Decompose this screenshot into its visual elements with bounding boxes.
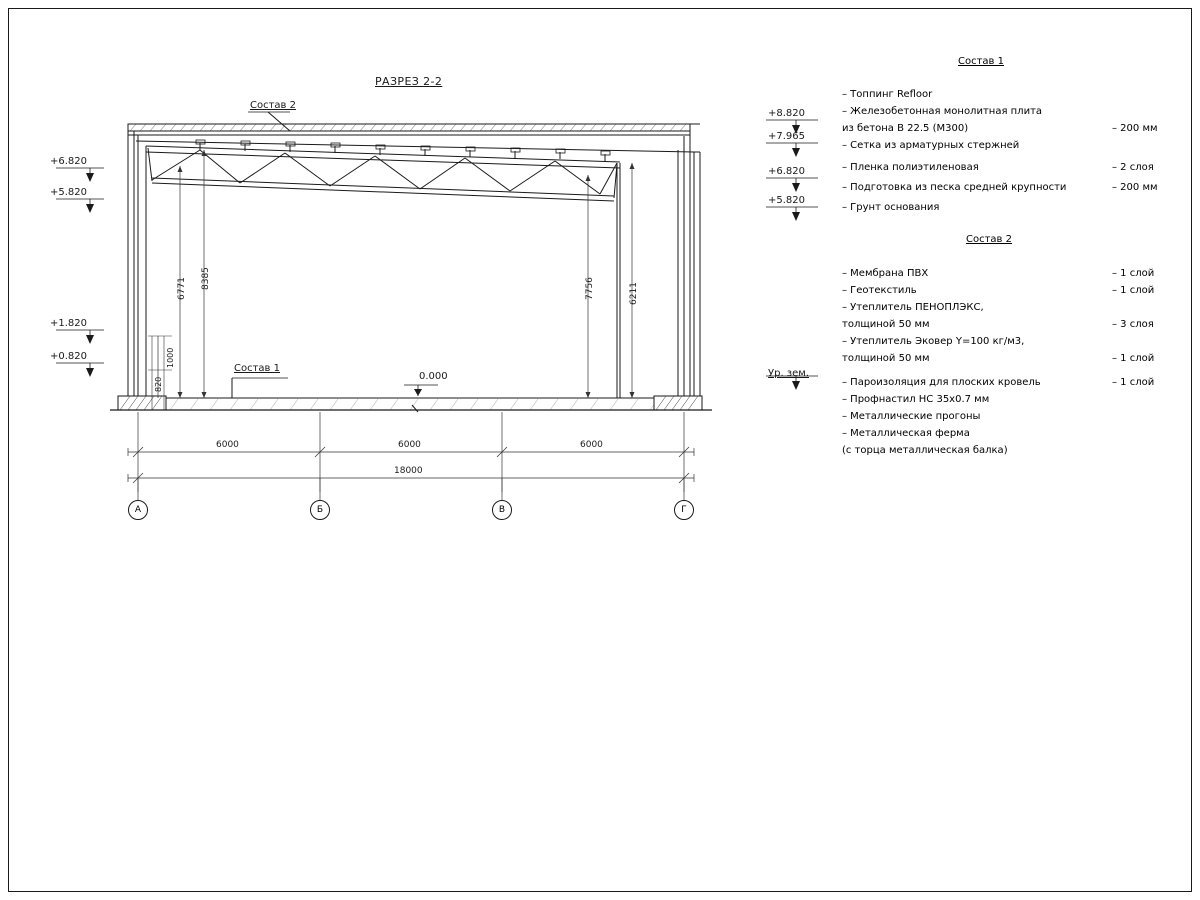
legend-2-row [842,336,1024,347]
callout-sostav-2: Состав 2 [250,100,296,111]
legend-2-row-label: – Металлическая ферма [842,428,970,439]
legend-2-row [842,285,1155,296]
hdim-total: 18000 [394,466,423,476]
vdim-6211: 6211 [629,282,639,305]
level-left-2: +5.820 [50,187,88,198]
legend-1-row [842,202,939,213]
legend-2-row-label: – Утеплитель Эковер Y=100 кг/м3, [842,336,1025,347]
legend-1-title: Состав 1 [958,56,1004,67]
level-left-3: +1.820 [50,318,88,329]
legend-2-row [842,319,1154,330]
axis-bubble-b: Б [310,500,330,520]
legend-2-row-label: толщиной 50 мм [842,319,930,330]
legend-1-row-label: – Железобетонная монолитная плита [842,106,1043,117]
legend-2-row-label: – Пароизоляция для плоских кровель [842,377,1041,388]
axis-bubble-g: Г [674,500,694,520]
legend-1-row-label: – Подготовка из песка средней крупности [842,182,1067,193]
legend-1-row [842,140,1019,151]
legend-1-row [842,89,932,100]
vdim-6771: 6771 [177,277,187,300]
legend-2-row [842,428,970,439]
legend-2-row-value: – 3 слоя [1112,319,1154,330]
legend-2-row-label: – Профнастил НС 35х0.7 мм [842,394,990,405]
legend-2-row [842,411,980,422]
legend-1-row [842,162,1154,173]
legend-2-row-value: – 1 слой [1112,268,1155,279]
level-right-3: +6.820 [768,166,806,177]
legend-2-row-label: – Утеплитель ПЕНОПЛЭКС, [842,302,984,313]
legend-2-row-label: – Мембрана ПВХ [842,268,929,279]
legend-2-row-value: – 1 слой [1112,285,1155,296]
hdim-span-3: 6000 [580,440,603,450]
level-right-2: +7.965 [768,131,806,142]
vdim-8385: 8385 [201,267,211,290]
legend-2-row-value: – 1 слой [1112,377,1155,388]
axis-bubble-a: А [128,500,148,520]
legend-2-row [842,445,1008,456]
axis-bubble-v: В [492,500,512,520]
vdim-7756: 7756 [585,277,595,300]
section-title: РАЗРЕЗ 2-2 [375,75,443,88]
legend-1-row-value: – 2 слоя [1112,162,1154,173]
level-zero: 0.000 [419,371,448,382]
level-left-4: +0.820 [50,351,88,362]
legend-1-row [842,182,1158,193]
legend-1-row [842,106,1042,117]
legend-1-row-value: – 200 мм [1112,182,1158,193]
level-right-4: +5.820 [768,195,806,206]
legend-1-row-label: – Грунт основания [842,202,940,213]
legend-2-row [842,353,1155,364]
level-right-1: +8.820 [768,108,806,119]
legend-2-row-label: толщиной 50 мм [842,353,930,364]
legend-2-row [842,377,1155,388]
legend-2-row [842,302,984,313]
legend-1-row-value: – 200 мм [1112,123,1158,134]
legend-1-row [842,123,1158,134]
hdim-span-2: 6000 [398,440,421,450]
legend-1-row-label: – Пленка полиэтиленовая [842,162,979,173]
legend-2-row-label: – Металлические прогоны [842,411,981,422]
legend-1-row-label: из бетона В 22.5 (М300) [842,123,969,134]
vdim-820: 820 [154,376,163,392]
ground-level-label: Ур. зем. [768,368,809,379]
legend-1-row-label: – Топпинг Refloor [842,89,933,100]
legend-2-row-value: – 1 слой [1112,353,1155,364]
hdim-span-1: 6000 [216,440,239,450]
legend-2-row [842,268,1155,279]
legend-2-title: Состав 2 [966,234,1012,245]
legend-2-row-label: – Геотекстиль [842,285,917,296]
level-left-1: +6.820 [50,156,88,167]
callout-sostav-1: Состав 1 [234,363,280,374]
vdim-1000: 1000 [166,347,175,368]
legend-1-row-label: – Сетка из арматурных стержней [842,140,1020,151]
legend-2-row-label: (с торца металлическая балка) [842,445,1008,456]
legend-2-row [842,394,989,405]
